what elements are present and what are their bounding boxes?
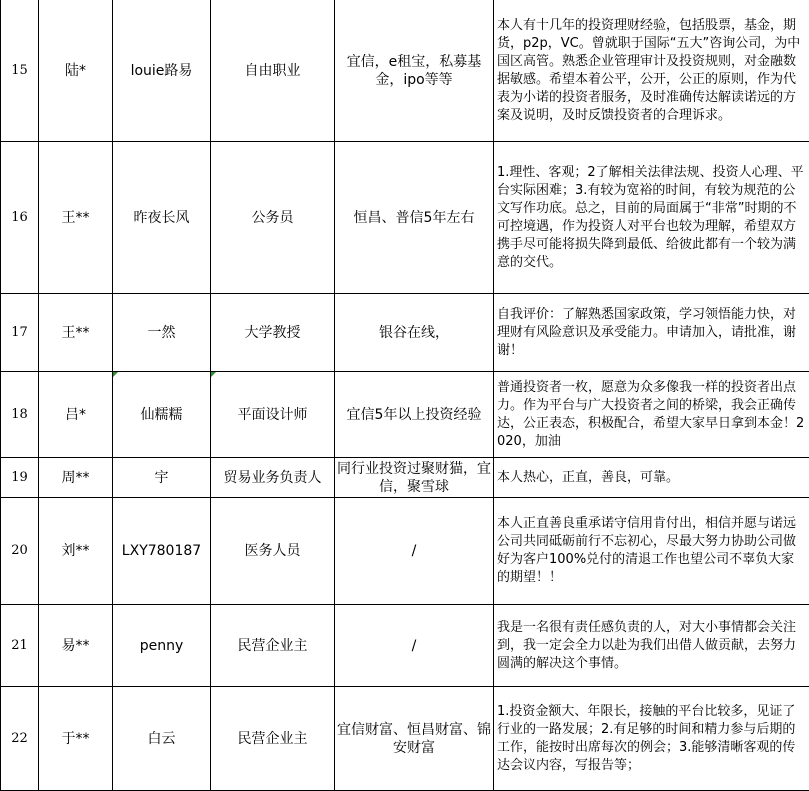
row-number: 18 [1,372,39,458]
occupation-cell: 贸易业务负责人 [211,458,335,498]
occupation-cell: 民营企业主 [211,605,335,687]
occupation-cell: 民营企业主 [211,687,335,791]
row-number: 19 [1,458,39,498]
nickname-cell: louie路易 [113,0,211,142]
row-number: 20 [1,498,39,605]
occupation-cell: 医务人员 [211,498,335,605]
cell-comment-marker [113,372,118,377]
nickname-cell: 宇 [113,458,211,498]
row-number: 21 [1,605,39,687]
description-cell: 1.投资金额大、年限长，接触的平台比较多，见证了行业的一路发展；2.有足够的时间和精力参与后期的工作，能按时出席每次的例会；3.能够清晰客观的传达会议内容，写报告等； [494,687,809,791]
row-number: 15 [1,0,39,142]
nickname-cell: penny [113,605,211,687]
platforms-cell: 宜信5年以上投资经验 [335,372,494,458]
occupation-text: 平面设计师 [238,407,308,423]
description-cell: 普通投资者一枚，愿意为众多像我一样的投资者出点力。作为平台与广大投资者之间的桥梁，我会正确传达，公正表态，积极配合，希望大家早日拿到本金！2020，加油 [494,372,809,458]
occupation-cell: 自由职业 [211,0,335,142]
nickname-cell: 白云 [113,687,211,791]
name-cell: 王** [39,294,113,372]
platforms-cell: 宜信，e租宝，私募基金，ipo等等 [335,0,494,142]
table-row [1,142,809,294]
name-cell: 陆* [39,0,113,142]
name-cell: 周** [39,458,113,498]
description-cell: 本人有十几年的投资理财经验，包括股票，基金，期货，p2p，VC。曾就职于国际“五大”咨询公司，为中国区高管。熟悉企业管理审计及投资规则，对金融数据敏感。希望本着公平，公开，公正的原则，作为代表为小诺的投资者服务，及时准确传达解读诺远的方案及说明，及时反馈投资者的合理诉求。 [494,0,809,142]
name-cell: 刘** [39,498,113,605]
table-row [1,372,809,458]
platforms-cell: / [335,605,494,687]
name-cell: 于** [39,687,113,791]
occupation-cell: 大学教授 [211,294,335,372]
table-row [1,605,809,687]
table-row [1,687,809,791]
platforms-cell: 恒昌、普信5年左右 [335,142,494,294]
table-row [1,0,809,142]
platforms-cell: 同行业投资过聚财猫，宜信，聚雪球 [335,458,494,498]
table-row [1,294,809,372]
description-cell: 自我评价：了解熟悉国家政策，学习领悟能力快，对理财有风险意识及承受能力。申请加入，请批准，谢谢！ [494,294,809,372]
nickname-cell [113,372,211,458]
name-cell: 吕* [39,372,113,458]
description-cell: 我是一名很有责任感负责的人，对大小事情都会关注到，我一定会全力以赴为我们出借人做贡献，去努力圆满的解决这个事情。 [494,605,809,687]
description-cell: 本人热心，正直，善良，可靠。 [494,458,809,498]
description-cell: 1.理性、客观；2了解相关法律法规、投资人心理、平台实际困难；3.有较为宽裕的时间，有较为规范的公文写作功底。总之，目前的局面属于“非常”时期的不可控境遇，作为投资人对平台也较为理解，希望双方携手尽可能将损失降到最低、给彼此都有一个较为满意的交代。 [494,142,809,294]
platforms-cell: / [335,498,494,605]
row-number: 16 [1,142,39,294]
name-cell: 王** [39,142,113,294]
nickname-cell: 一然 [113,294,211,372]
platforms-cell: 银谷在线， [335,294,494,372]
table-row [1,498,809,605]
nickname-cell: LXY780187 [113,498,211,605]
description-cell: 本人正直善良重承诺守信用肯付出，相信并愿与诺远公司共同砥砺前行不忘初心，尽最大努力协助公司做好为客户100%兑付的清退工作也望公司不辜负大家的期望！！ [494,498,809,605]
table-row [1,458,809,498]
platforms-cell: 宜信财富、恒昌财富、锦安财富 [335,687,494,791]
name-cell: 易** [39,605,113,687]
occupation-cell [211,372,335,458]
row-number: 22 [1,687,39,791]
cell-comment-marker [211,372,216,377]
occupation-cell: 公务员 [211,142,335,294]
nickname-cell: 昨夜长风 [113,142,211,294]
nickname-text: 仙糯糯 [141,407,183,423]
row-number: 17 [1,294,39,372]
